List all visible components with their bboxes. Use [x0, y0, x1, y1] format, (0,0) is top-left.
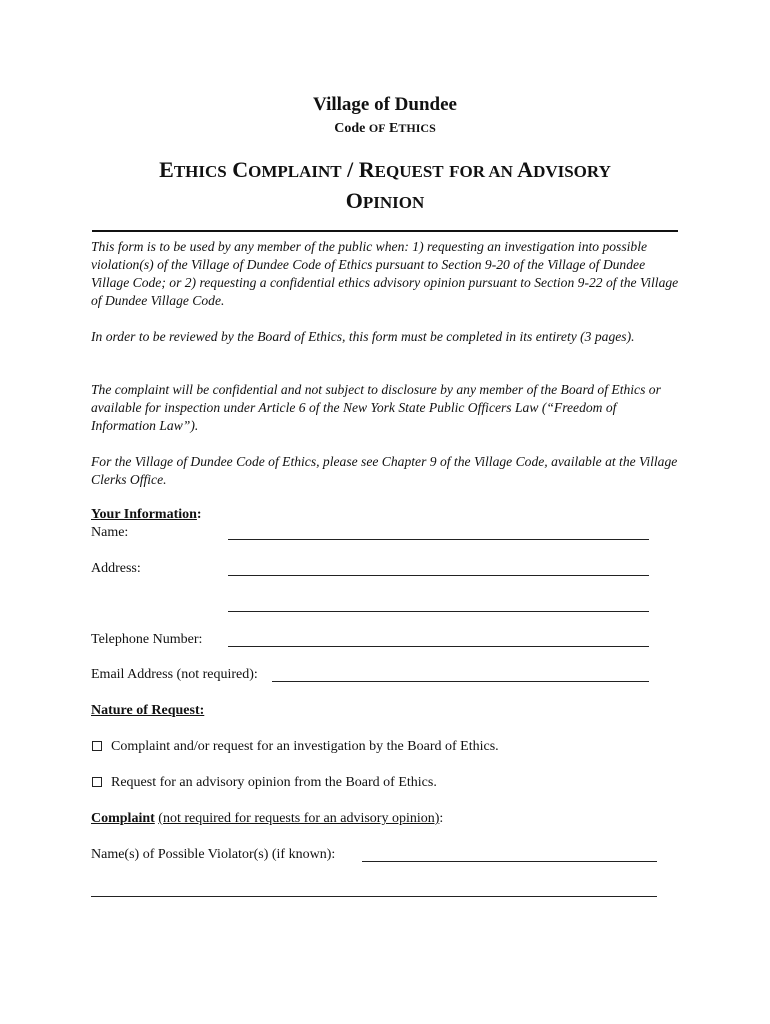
subtitle-of: OF	[368, 121, 386, 135]
complaint-colon: :	[439, 811, 444, 826]
heading-divider	[92, 230, 678, 232]
intro-paragraph-confidentiality: The complaint will be confidential and not subject to disclosure by any member of the Board of Ethics or available for inspection under Article 6 of the New York State Public Officers Law (“Freedom of Information Law”).	[91, 382, 661, 433]
heading-colon: :	[196, 507, 202, 522]
name-field-line[interactable]	[228, 539, 649, 540]
advisory-option-label: Request for an advisory opinion from the Board of Ethics.	[111, 775, 437, 790]
heading-word-rest: DVISORY	[533, 162, 611, 181]
intro-paragraph-completion: In order to be reviewed by the Board of Ethics, this form must be completed in its entirety (3 pages).	[91, 329, 635, 344]
heading-word-rest: PINION	[362, 193, 425, 212]
telephone-field-line[interactable]	[228, 646, 649, 647]
subtitle-e: E	[389, 121, 399, 136]
heading-word-rest: OMPLAINT	[248, 162, 342, 181]
telephone-label: Telephone Number:	[91, 632, 203, 647]
email-field-line[interactable]	[272, 681, 649, 682]
your-information-heading	[91, 506, 202, 524]
form-heading-line2	[90, 186, 680, 218]
heading-word-cap: C	[232, 157, 249, 182]
subtitle-thics: THICS	[398, 121, 436, 135]
code-of-ethics-subtitle	[0, 121, 770, 137]
address-label: Address:	[91, 561, 141, 576]
form-heading-line1	[90, 155, 680, 187]
subtitle-code: Code	[334, 121, 366, 136]
complaint-note: (not required for requests for an advisory opinion)	[158, 811, 440, 826]
heading-word-rest: EQUEST	[374, 162, 444, 181]
village-title: Village of Dundee	[313, 94, 457, 115]
email-label: Email Address (not required):	[91, 667, 258, 682]
heading-word-rest: FOR AN	[449, 162, 513, 181]
your-information-heading-text: Your Information	[91, 507, 197, 522]
address-field-line-2[interactable]	[228, 611, 649, 612]
violators-field-line-2[interactable]	[91, 896, 657, 897]
address-field-line-1[interactable]	[228, 575, 649, 576]
violators-field-line-1[interactable]	[362, 861, 657, 862]
intro-paragraph-purpose: This form is to be used by any member of the public when: 1) requesting an investigation into possible violation(s) of the Village of Dundee Code of Ethics pursuant to Section 9-20 of the Village of Dundee Village Code; or 2) requesting a confidential ethics advisory opinion pursuant to Section 9-22 of the Village of Dundee Village Code.	[91, 239, 679, 308]
intro-paragraph-code-location: For the Village of Dundee Code of Ethics, please see Chapter 9 of the Village Code, available at the Village Clerks Office.	[91, 454, 678, 487]
heading-word-cap: R	[358, 157, 375, 182]
violators-label: Name(s) of Possible Violator(s) (if known):	[91, 847, 336, 862]
complaint-checkbox[interactable]	[92, 741, 102, 751]
heading-word-rest: THICS	[173, 162, 227, 181]
complaint-heading	[91, 810, 443, 828]
name-label: Name:	[91, 525, 129, 540]
complaint-heading-text: Complaint	[91, 811, 155, 826]
nature-of-request-heading: Nature of Request:	[91, 703, 205, 718]
heading-word-cap: O	[345, 188, 363, 213]
heading-word-cap: A	[517, 157, 534, 182]
heading-slash: /	[347, 157, 354, 182]
complaint-option-label: Complaint and/or request for an investigation by the Board of Ethics.	[111, 739, 499, 754]
heading-word-cap: E	[159, 157, 174, 182]
advisory-opinion-checkbox[interactable]	[92, 777, 102, 787]
